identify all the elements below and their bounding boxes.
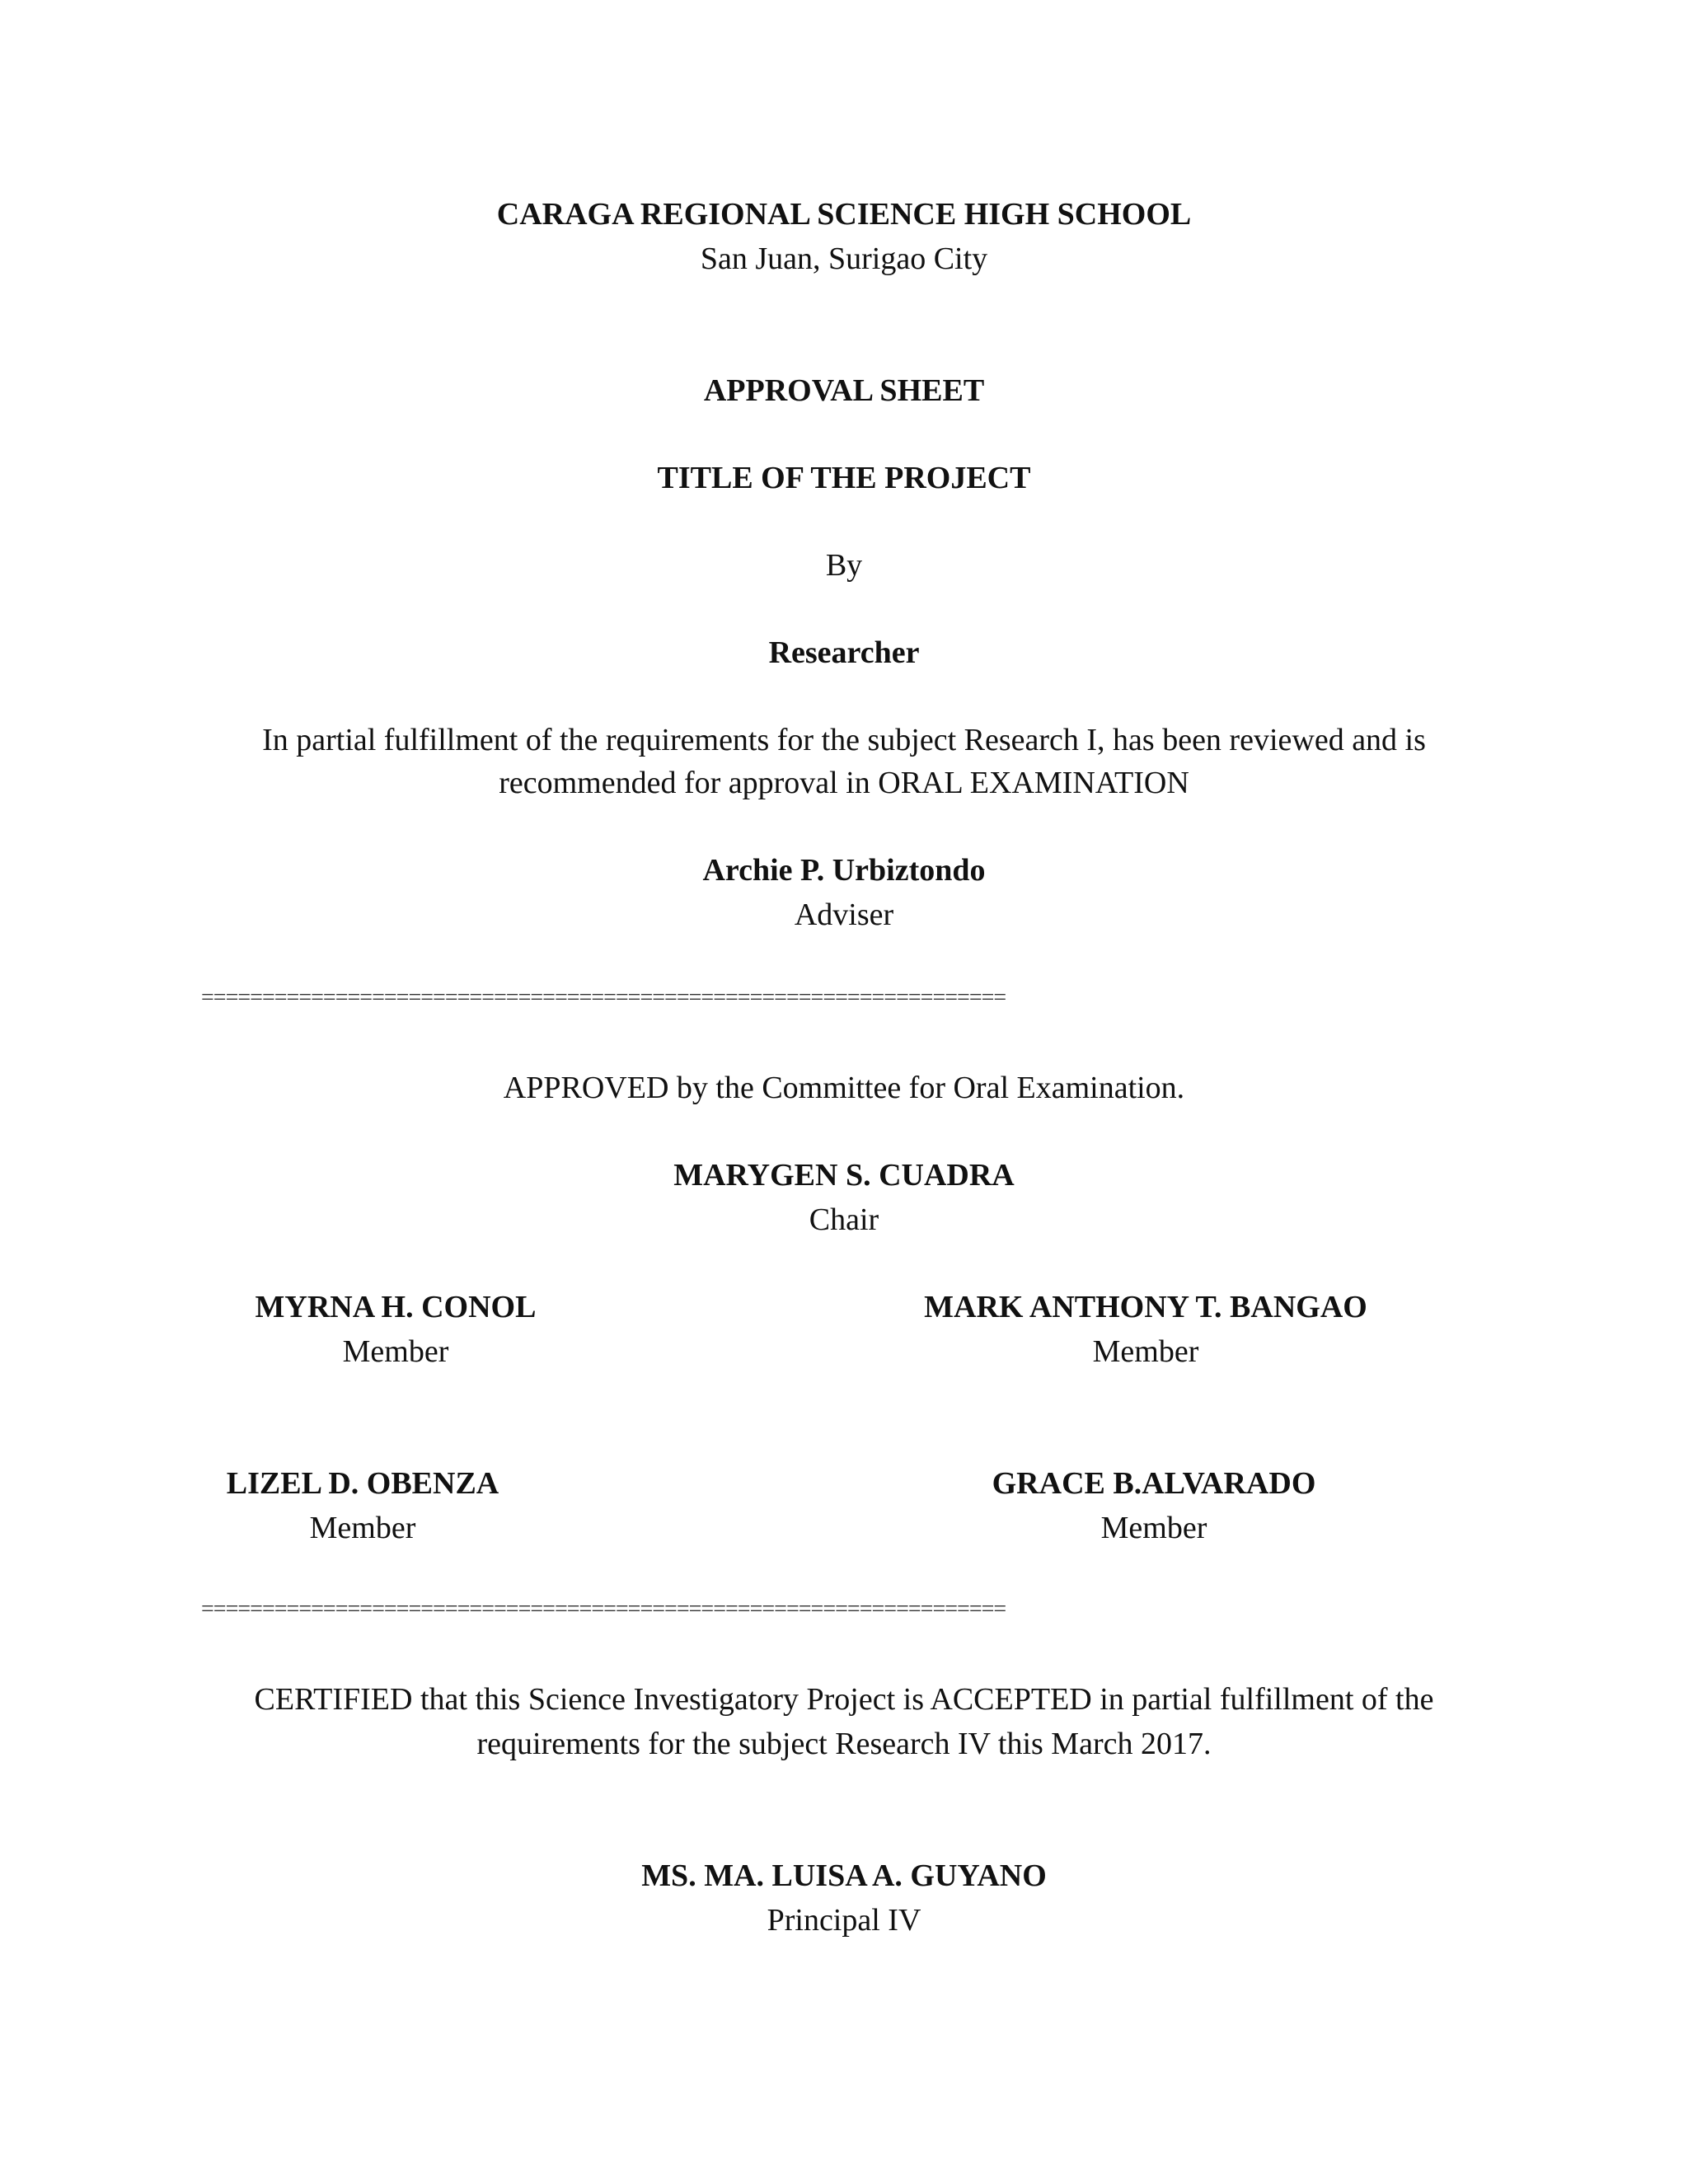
separator-bottom: ================================================================== (201, 1597, 1006, 1622)
member-name: MYRNA H. CONOL (255, 1290, 537, 1324)
member-name: MARK ANTHONY T. BANGAO (924, 1290, 1367, 1324)
chair-name: MARYGEN S. CUADRA (673, 1158, 1015, 1193)
by-label: By (825, 548, 863, 583)
adviser-name: Archie P. Urbiztondo (702, 853, 986, 888)
member-name: LIZEL D. OBENZA (226, 1466, 499, 1501)
member-role: Member (342, 1334, 449, 1369)
certification-line-1: CERTIFIED that this Science Investigatory Project is ACCEPTED in partial fulfillment of the (254, 1682, 1434, 1717)
member-name: GRACE B.ALVARADO (992, 1466, 1316, 1501)
principal-name: MS. MA. LUISA A. GUYANO (641, 1858, 1047, 1893)
researcher-name: Researcher (768, 635, 920, 670)
certification-line-2: requirements for the subject Research IV this March 2017. (476, 1727, 1212, 1761)
recommendation-line-2: recommended for approval in ORAL EXAMINATION (499, 766, 1189, 800)
member-role: Member (1100, 1511, 1207, 1545)
chair-role: Chair (809, 1202, 879, 1237)
separator-top: ================================================================== (201, 986, 1006, 1010)
school-name: CARAGA REGIONAL SCIENCE HIGH SCHOOL (496, 197, 1192, 232)
sheet-title: APPROVAL SHEET (703, 373, 985, 408)
principal-role: Principal IV (767, 1903, 921, 1938)
approval-statement: APPROVED by the Committee for Oral Examination. (503, 1071, 1185, 1105)
recommendation-line-1: In partial fulfillment of the requirements for the subject Research I, has been reviewed and is (262, 723, 1426, 757)
project-title: TITLE OF THE PROJECT (657, 461, 1031, 495)
member-role: Member (1092, 1334, 1199, 1369)
adviser-role: Adviser (794, 898, 894, 932)
member-role: Member (309, 1511, 416, 1545)
school-location: San Juan, Surigao City (700, 241, 988, 276)
